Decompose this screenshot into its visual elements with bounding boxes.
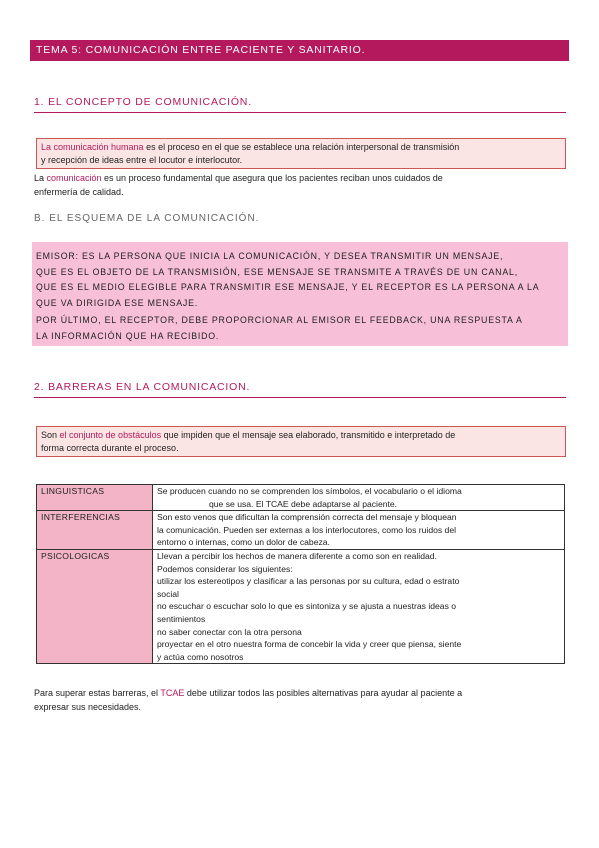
table-cell-line: Llevan a percibir los hechos de manera diferente a como son en realidad. (157, 550, 437, 561)
paragraph-text-2: enfermería de calidad. (34, 187, 124, 197)
scheme-line: QUE ES EL OBJETO DE LA TRANSMISIÓN, ESE MENSAJE SE TRANSMITE A TRAVÉS DE UN CANAL, (36, 266, 518, 277)
barriers-definition-lead: Son (41, 430, 60, 440)
table-cell-line: no saber conectar con la otra persona (157, 626, 302, 637)
subheading-scheme: B. EL ESQUEMA DE LA COMUNICACIÓN. (34, 213, 260, 224)
paragraph-line-1 (34, 171, 568, 185)
table-cell-label: PSICOLOGICAS (37, 549, 153, 663)
closing-paragraph (34, 686, 568, 714)
section-heading-barriers: 2. BARRERAS EN LA COMUNICACION. (34, 380, 566, 398)
barriers-definition-text-1: que impiden que el mensaje sea elaborado, transmitido e interpretado de (161, 430, 456, 440)
paragraph-text-1: es un proceso fundamental que asegura que los pacientes reciban unos cuidados de (101, 173, 443, 183)
table-cell-line: utilizar los estereotipos y clasificar a las personas por su cultura, edad o estrato (157, 576, 460, 587)
table-cell-description (153, 485, 565, 511)
definition-line-1 (41, 141, 561, 154)
closing-text-2: expresar sus necesidades. (34, 702, 142, 712)
table-cell-line: Son esto venos que dificultan la comprensión correcta del mensaje y bloquean (157, 512, 457, 523)
table-cell-line: Se producen cuando no se comprenden los símbolos, el vocabulario o el idioma (157, 486, 462, 496)
communication-scheme-block (32, 242, 568, 346)
definition-term: La comunicación humana (41, 142, 144, 152)
table-cell-line: que se usa. El TCAE debe adaptarse al paciente. (209, 498, 398, 509)
closing-lead: Para superar estas barreras, el (34, 688, 161, 698)
table-cell-line: Podemos considerar los siguientes: (157, 563, 293, 574)
barriers-definition-line-1 (41, 429, 561, 442)
definition-text-1: es el proceso en el que se establece una relación interpersonal de transmisión (143, 142, 460, 152)
scheme-line: QUE ES EL MEDIO ELEGIBLE PARA TRANSMITIR ESE MENSAJE, Y EL RECEPTOR ES LA PERSONA A LA (36, 282, 540, 292)
scheme-paragraph-feedback (36, 313, 564, 344)
table-row (37, 549, 565, 663)
table-row (37, 511, 565, 550)
definition-box-human-communication (36, 138, 566, 169)
paragraph-communication (34, 171, 568, 199)
barriers-definition-text-2: forma correcta durante el proceso. (41, 442, 179, 453)
closing-line-1 (34, 686, 568, 700)
table-cell-line: la comunicación. Pueden ser externas a los interlocutores, como los ruidos del (157, 524, 457, 535)
paragraph-term: comunicación (46, 173, 102, 183)
scheme-line: EMISOR: ES LA PERSONA QUE INICIA LA COMUNICACIÓN, Y DESEA TRANSMITIR UN MENSAJE, (36, 251, 504, 261)
paragraph-lead: La (34, 173, 47, 183)
table-row (37, 485, 565, 511)
scheme-paragraph-emisor (36, 249, 564, 311)
scheme-line: POR ÚLTIMO, EL RECEPTOR, DEBE PROPORCIONAR AL EMISOR EL FEEDBACK, UNA RESPUESTA A (36, 315, 523, 325)
table-cell-description (153, 549, 565, 663)
table-cell-line: sentimientos (157, 613, 206, 624)
barriers-definition-term: el conjunto de obstáculos (59, 430, 162, 440)
table-cell-line: proyectar en el otro nuestra forma de concebir la vida y creer que piensa, siente (157, 639, 462, 650)
scheme-line: QUE VA DIRIGIDA ESE MENSAJE. (36, 297, 199, 308)
table-cell-line: y actúa como nosotros (157, 651, 244, 662)
barriers-table (36, 484, 565, 664)
table-cell-line: entorno o internas, como un dolor de cabeza. (157, 537, 330, 548)
document-title: TEMA 5: COMUNICACIÓN ENTRE PACIENTE Y SANITARIO. (30, 40, 569, 61)
definition-box-barriers (36, 426, 566, 457)
closing-term: TCAE (160, 688, 185, 698)
table-cell-line: social (157, 588, 179, 599)
table-cell-description (153, 511, 565, 550)
section-heading-concept: 1. EL CONCEPTO DE COMUNICACIÓN. (34, 95, 566, 113)
table-cell-label: INTERFERENCIAS (37, 511, 153, 550)
scheme-line: LA INFORMACIÓN QUE HA RECIBIDO. (36, 330, 220, 341)
closing-text-1: debe utilizar todos las posibles alternativas para ayudar al paciente a (184, 688, 463, 698)
table-cell-line: no escuchar o escuchar solo lo que es sintoniza y se ajusta a nuestras ideas o (157, 601, 457, 612)
definition-text-2: y recepción de ideas entre el locutor e interlocutor. (41, 154, 243, 165)
table-cell-label: LINGUISTICAS (37, 485, 153, 511)
